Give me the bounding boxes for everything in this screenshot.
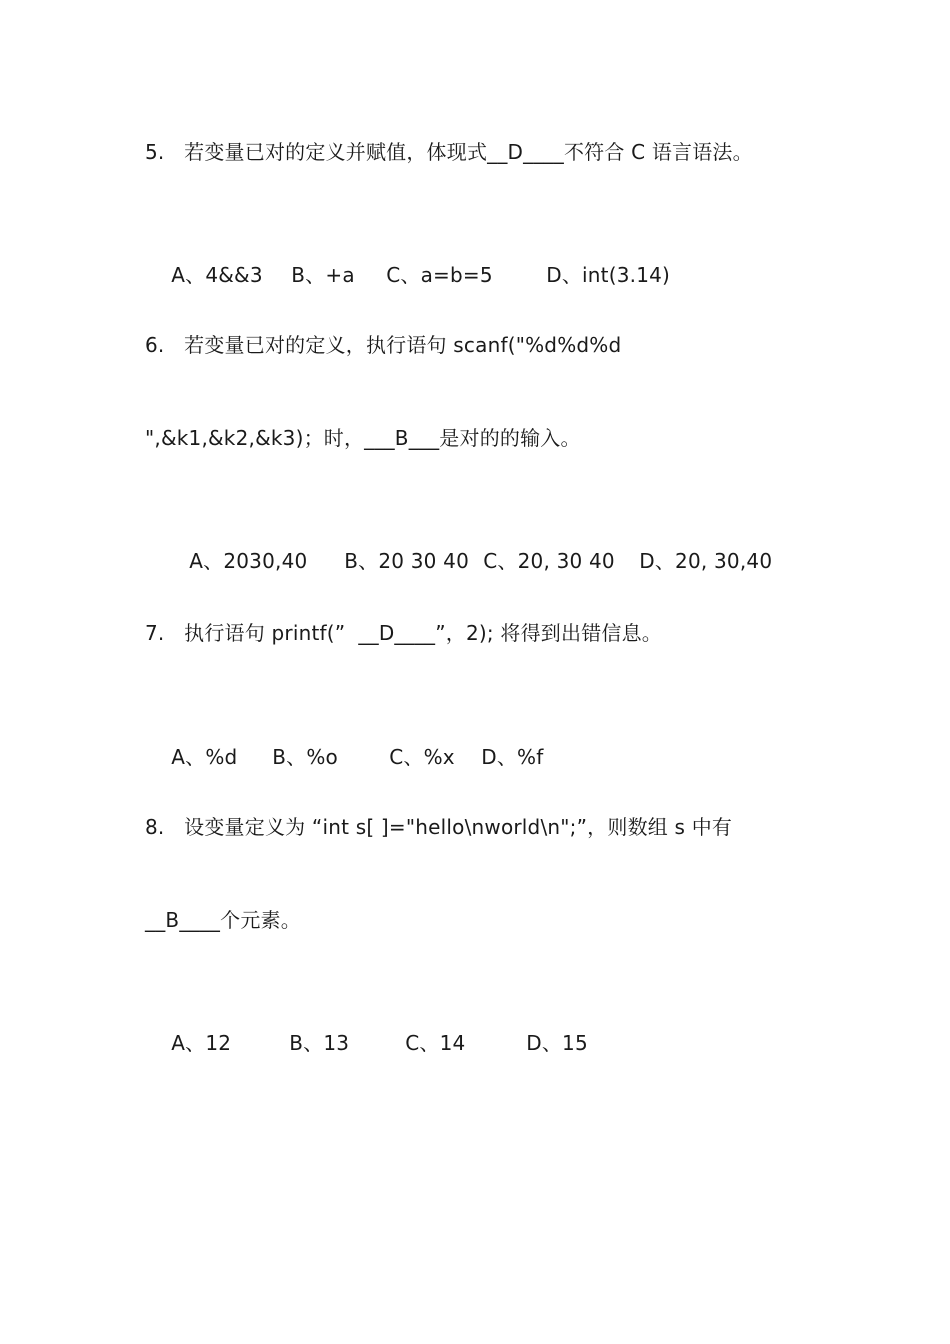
option-d: D、%f xyxy=(481,745,544,769)
question-5-text: 5. 若变量已对的定义并赋值，体现式__D____不符合 C 语言语法。 xyxy=(145,140,753,164)
question-8-text-line-2: __B____个元素。 xyxy=(145,908,301,932)
question-8-options xyxy=(145,1001,588,1085)
option-a: A、2030,40 xyxy=(189,549,308,573)
option-a: A、12 xyxy=(171,1031,232,1055)
option-d: D、20, 30,40 xyxy=(639,549,773,573)
option-c: C、14 xyxy=(405,1031,466,1055)
option-b: B、20 30 40 xyxy=(344,549,470,573)
question-6-text-line-2: ",&k1,&k2,&k3)；时，___B___是对的的输入。 xyxy=(145,426,581,450)
question-7-text: 7. 执行语句 printf(” __D____”，2); 将得到出错信息。 xyxy=(145,621,663,645)
option-a: A、4&&3 xyxy=(171,263,263,287)
option-d: D、int(3.14) xyxy=(546,263,671,287)
option-d: D、15 xyxy=(526,1031,588,1055)
option-b: B、%o xyxy=(272,745,338,769)
question-8-text-line-1: 8. 设变量定义为 “int s[ ]="hello\nworld\n";”，则数组 s 中有 xyxy=(145,815,733,839)
question-6-options xyxy=(163,519,772,603)
option-c: C、20, 30 40 xyxy=(483,549,615,573)
option-a: A、%d xyxy=(171,745,238,769)
option-c: C、a=b=5 xyxy=(386,263,493,287)
option-b: B、13 xyxy=(289,1031,350,1055)
question-7-options xyxy=(145,715,543,799)
question-6-text-line-1: 6. 若变量已对的定义，执行语句 scanf("%d%d%d xyxy=(145,333,622,357)
option-c: C、%x xyxy=(389,745,455,769)
question-5-options xyxy=(145,233,670,317)
option-b: B、+a xyxy=(291,263,355,287)
